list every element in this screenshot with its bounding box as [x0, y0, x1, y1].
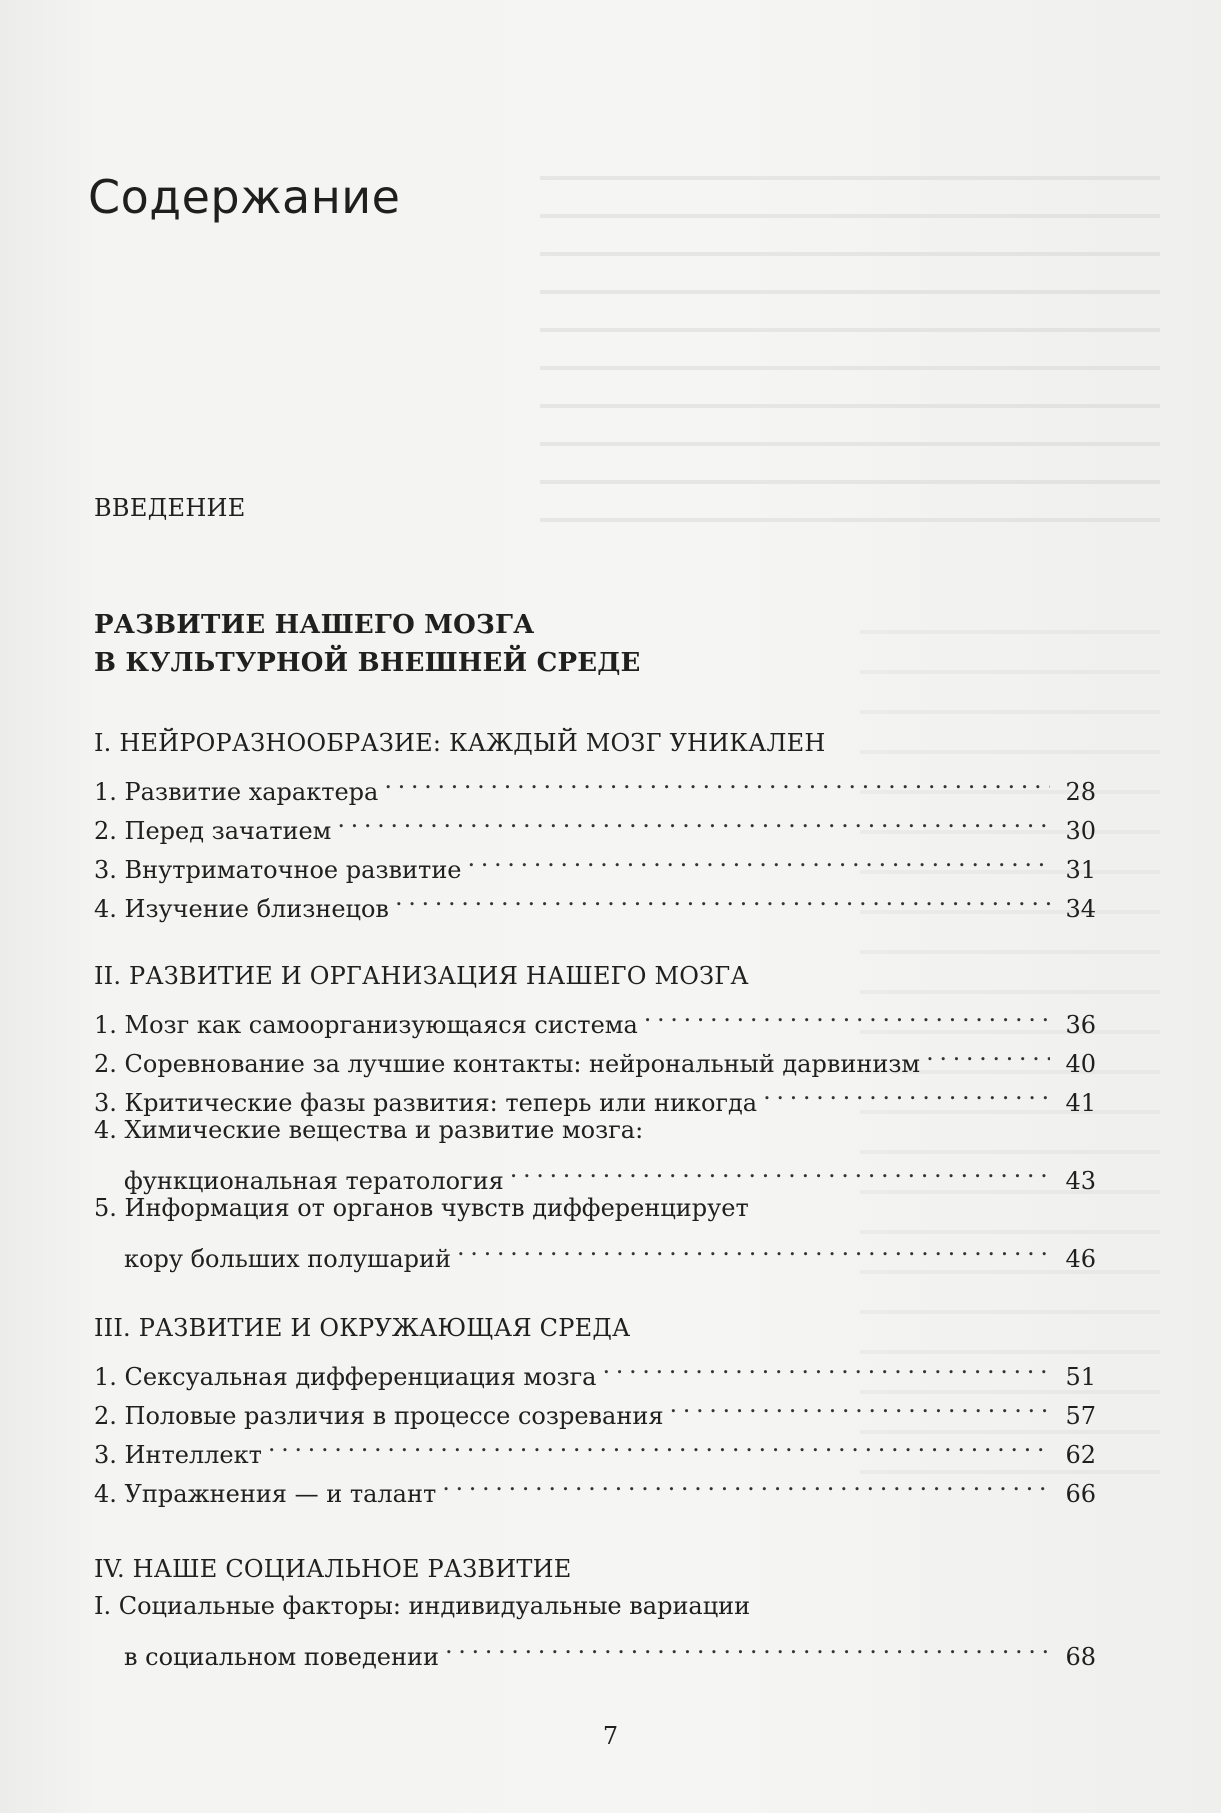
dot-leader	[268, 1424, 1050, 1463]
entry-label-line1: 4. Химические вещества и развитие мозга:	[94, 1116, 644, 1144]
toc-entry[interactable]	[94, 1346, 1096, 1391]
dot-leader	[468, 839, 1050, 878]
page-number: 7	[602, 1722, 619, 1750]
dot-leader	[337, 800, 1050, 839]
introduction-heading: ВВЕДЕНИЕ	[94, 494, 246, 522]
entry-continuation	[94, 1228, 1096, 1273]
entry-page: 68	[1065, 1643, 1096, 1671]
dot-leader	[384, 761, 1050, 800]
dot-leader	[603, 1346, 1051, 1385]
dot-leader	[510, 1150, 1050, 1189]
toc-entry-multiline[interactable]	[94, 1587, 1096, 1671]
toc-entry-multiline[interactable]	[94, 1189, 1096, 1273]
entry-label: кору больших полушарий	[124, 1245, 452, 1273]
section-heading: IV. НАШЕ СОЦИАЛЬНОЕ РАЗВИТИЕ	[94, 1555, 572, 1583]
entry-continuation	[94, 1626, 1096, 1671]
show-through-texture	[540, 150, 1160, 530]
entry-page: 36	[1065, 1011, 1096, 1039]
entry-page: 46	[1065, 1245, 1096, 1273]
entry-label: функциональная тератология	[124, 1167, 504, 1195]
entry-page: 62	[1065, 1441, 1096, 1469]
dot-leader	[442, 1463, 1050, 1502]
entry-page: 57	[1065, 1402, 1096, 1430]
toc-entry-multiline[interactable]	[94, 1111, 1096, 1195]
entry-page: 34	[1065, 895, 1096, 923]
dot-leader	[445, 1626, 1050, 1665]
dot-leader	[763, 1072, 1050, 1111]
dot-leader	[644, 994, 1050, 1033]
entry-page: 28	[1065, 778, 1096, 806]
entry-label: в социальном поведении	[124, 1643, 439, 1671]
toc-section-1	[94, 725, 1096, 923]
entry-label: 4. Изучение близнецов	[94, 895, 389, 923]
entry-page: 30	[1065, 817, 1096, 845]
toc-entry[interactable]	[94, 761, 1096, 806]
entry-page: 40	[1065, 1050, 1096, 1078]
entry-label: 1. Развитие характера	[94, 778, 379, 806]
dot-leader	[395, 878, 1050, 917]
entry-label-line1: 5. Информация от органов чувств дифференцирует	[94, 1194, 749, 1222]
part-title	[94, 606, 641, 682]
entry-label: 3. Критические фазы развития: теперь или никогда	[94, 1089, 758, 1117]
entry-page: 43	[1065, 1167, 1096, 1195]
dot-leader	[926, 1033, 1050, 1072]
entry-page: 66	[1065, 1480, 1096, 1508]
part-title-line: РАЗВИТИЕ НАШЕГО МОЗГА	[94, 610, 535, 640]
part-title-line: В КУЛЬТУРНОЙ ВНЕШНЕЙ СРЕДЕ	[94, 648, 641, 678]
entry-label: 3. Интеллект	[94, 1441, 262, 1469]
section-heading: II. РАЗВИТИЕ И ОРГАНИЗАЦИЯ НАШЕГО МОЗГА	[94, 962, 749, 990]
entry-label: 2. Перед зачатием	[94, 817, 332, 845]
section-heading: III. РАЗВИТИЕ И ОКРУЖАЮЩАЯ СРЕДА	[94, 1314, 631, 1342]
entry-label: 2. Соревнование за лучшие контакты: нейрональный дарвинизм	[94, 1050, 921, 1078]
entry-label-line1: I. Социальные факторы: индивидуальные вариации	[94, 1592, 751, 1620]
dot-leader	[669, 1385, 1050, 1424]
entry-page: 31	[1065, 856, 1096, 884]
entry-continuation	[94, 1150, 1096, 1195]
toc-section-4	[94, 1551, 1096, 1671]
dot-leader	[457, 1228, 1050, 1267]
toc-section-2	[94, 958, 1096, 1273]
section-heading: I. НЕЙРОРАЗНООБРАЗИЕ: КАЖДЫЙ МОЗГ УНИКАЛЕН	[94, 729, 826, 757]
entry-page: 41	[1065, 1089, 1096, 1117]
entry-label: 1. Сексуальная дифференциация мозга	[94, 1363, 597, 1391]
page-title: Содержание	[88, 170, 401, 224]
entry-label: 4. Упражнения — и талант	[94, 1480, 437, 1508]
toc-entry[interactable]	[94, 994, 1096, 1039]
entry-label: 1. Мозг как самоорганизующаяся система	[94, 1011, 638, 1039]
entry-label: 3. Внутриматочное развитие	[94, 856, 462, 884]
toc-section-3	[94, 1310, 1096, 1508]
entry-label: 2. Половые различия в процессе созревания	[94, 1402, 664, 1430]
entry-page: 51	[1065, 1363, 1096, 1391]
